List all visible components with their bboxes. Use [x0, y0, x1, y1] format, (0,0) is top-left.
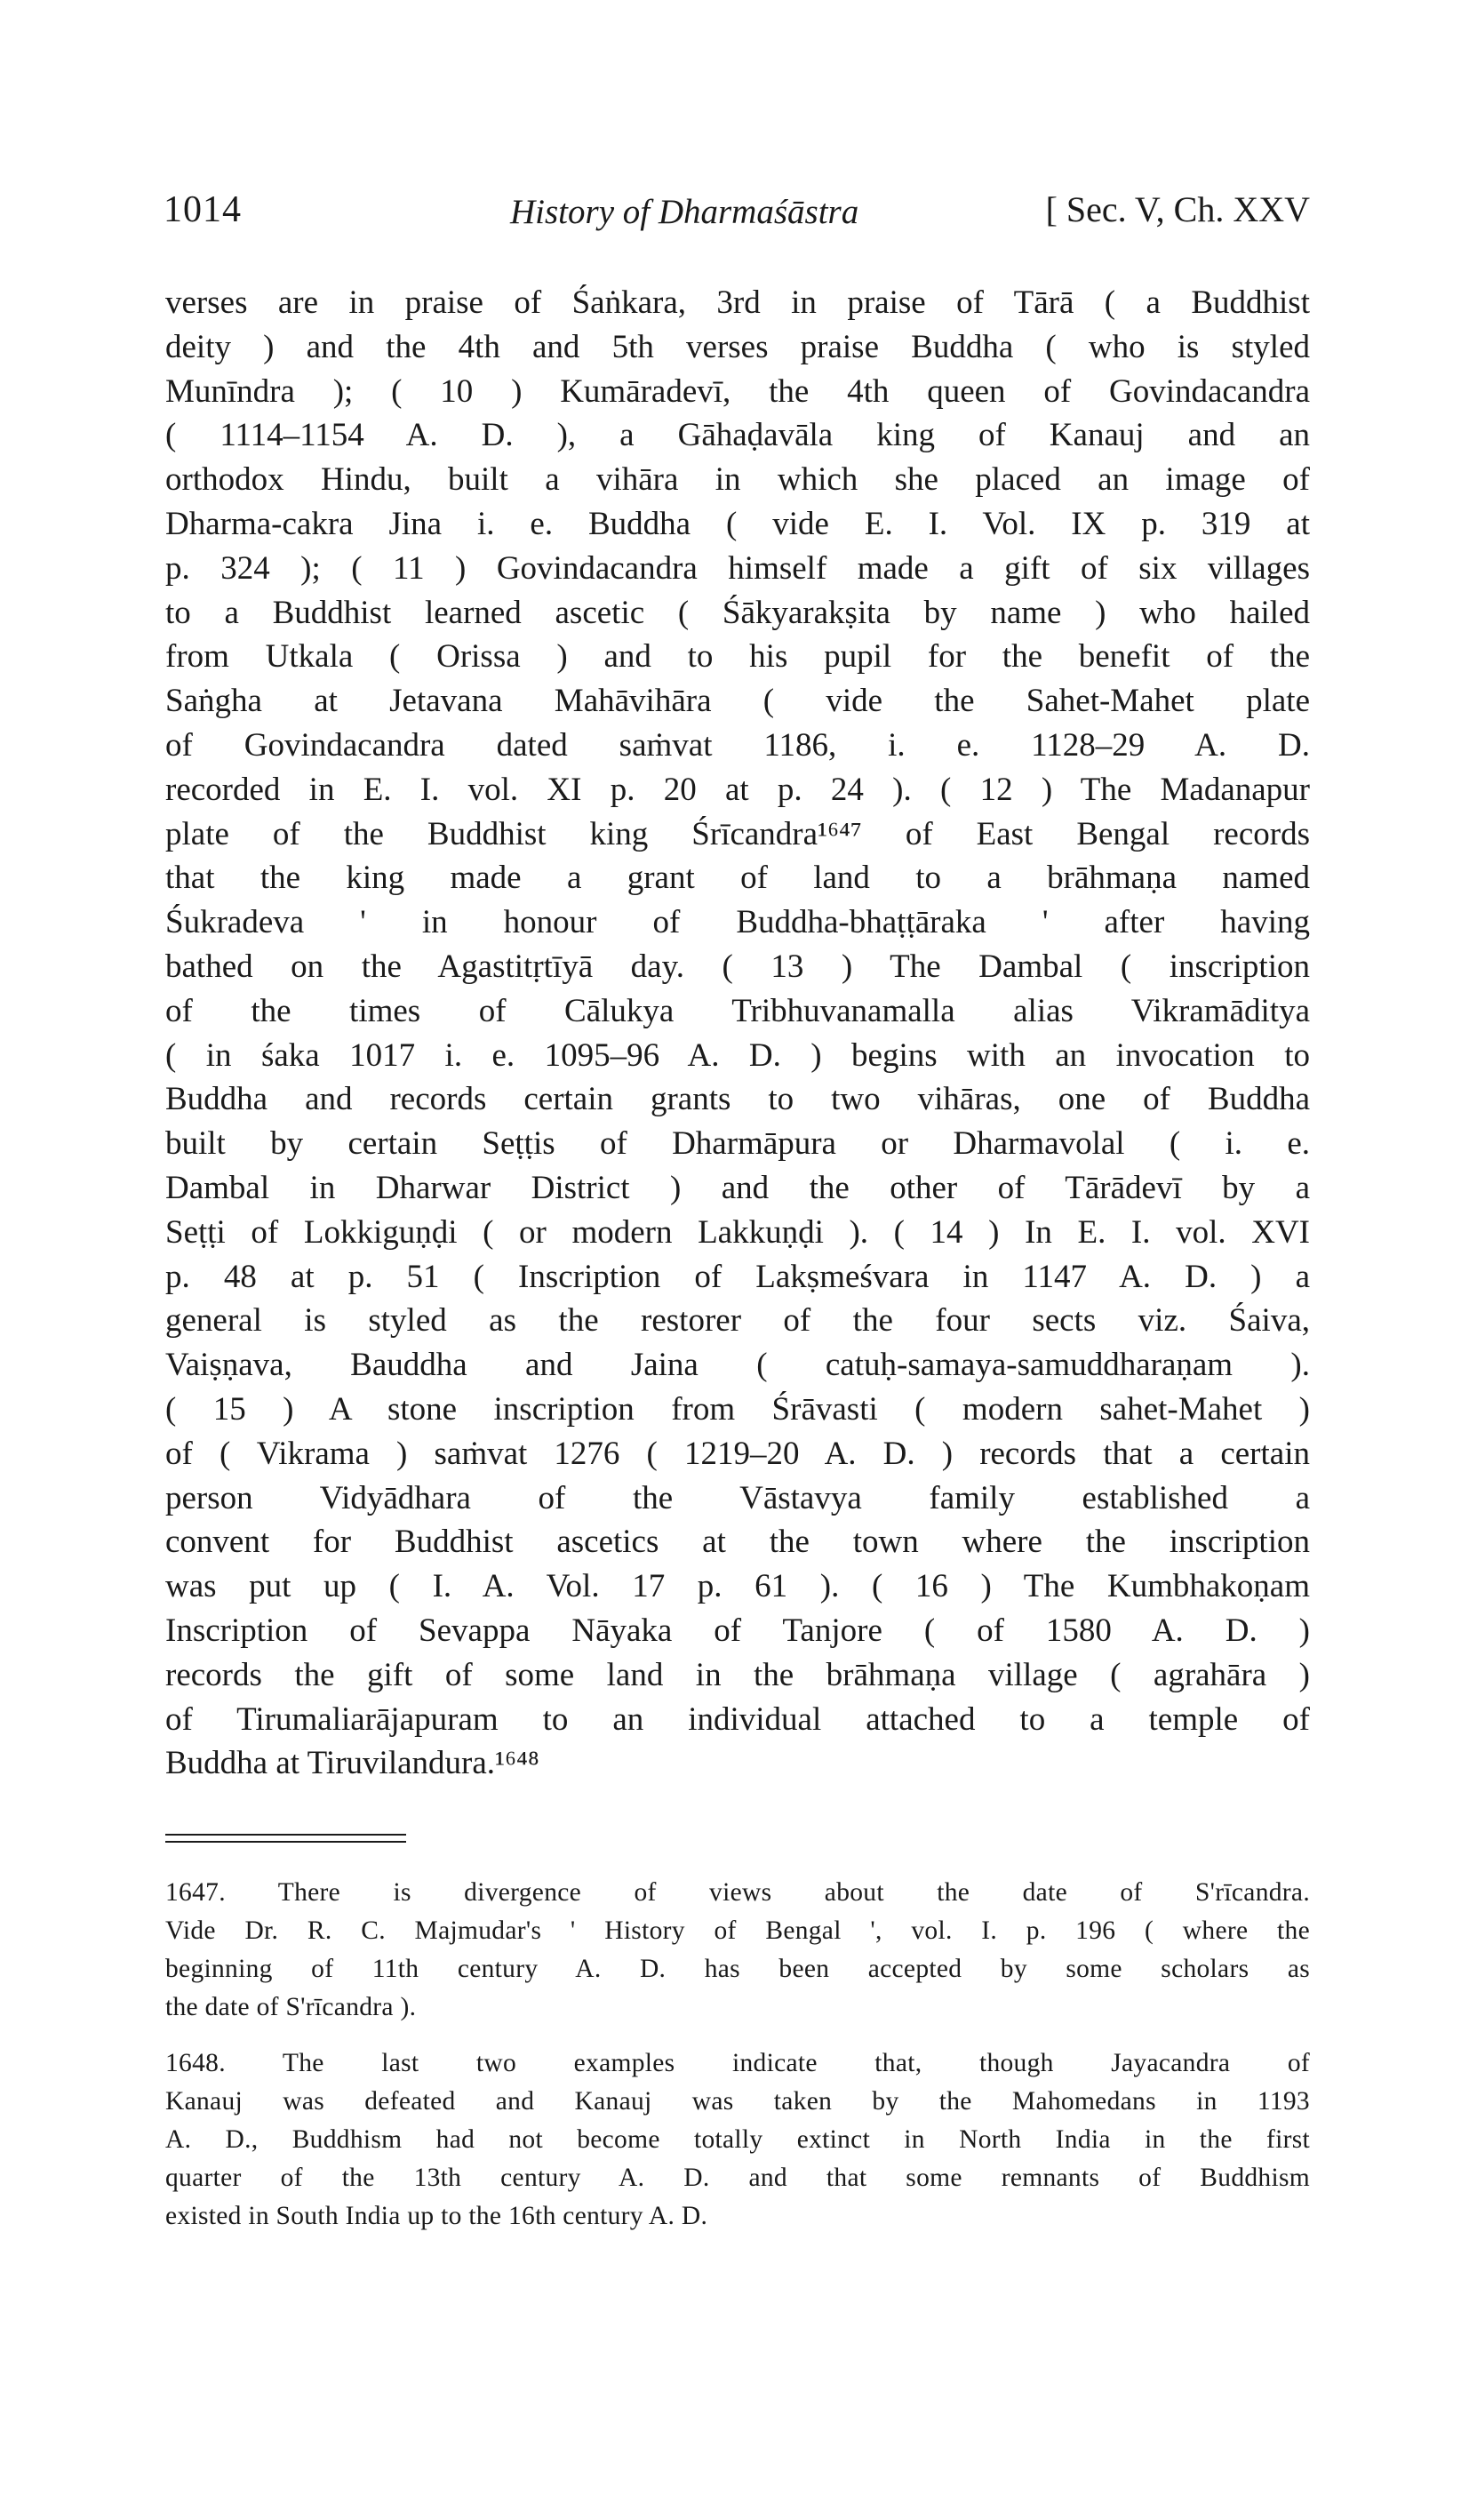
- text-line: Munīndra ); ( 10 ) Kumāradevī, the 4th queen of Govindacandra: [165, 372, 1310, 410]
- text-line: of Govindacandra dated saṁvat 1186, i. e. 1128–29 A. D.: [165, 726, 1310, 764]
- footnote-line: existed in South India up to the 16th century A. D.: [165, 2202, 708, 2230]
- text-line: orthodox Hindu, built a vihāra in which she placed an image of: [165, 461, 1310, 499]
- running-title: History of Dharmaśāstra: [510, 193, 859, 231]
- text-line: ( 1114–1154 A. D. ), a Gāhaḍavāla king of Kanauj and an: [165, 417, 1310, 454]
- text-line: Saṅgha at Jetavana Mahāvihāra ( vide the Sahet-Mahet plate: [165, 683, 1310, 720]
- text-line: that the king made a grant of land to a brāhmaṇa named: [165, 860, 1310, 897]
- footnotes: [165, 1874, 1310, 2236]
- footnote-line: the date of S'rīcandra ).: [165, 1993, 417, 2021]
- text-line: deity ) and the 4th and 5th verses praise Buddha ( who is styled: [165, 328, 1310, 365]
- text-line: Seṭṭi of Lokkiguṇḍi ( or modern Lakkuṇḍi ). ( 14 ) In E. I. vol. XVI: [165, 1213, 1310, 1251]
- text-line: of Tirumaliarājapuram to an individual attached to a temple of: [165, 1700, 1310, 1738]
- text-line: recorded in E. I. vol. XI p. 20 at p. 24 ). ( 12 ) The Madanapur: [165, 771, 1310, 808]
- text-line: person Vidyādhara of the Vāstavya family established a: [165, 1479, 1310, 1516]
- page-number: 1014: [164, 189, 242, 230]
- text-line: Vaiṣṇava, Bauddha and Jaina ( catuḥ-samaya-samuddharaṇam ).: [165, 1347, 1310, 1384]
- text-line: Dharma-cakra Jina i. e. Buddha ( vide E. I. Vol. IX p. 319 at: [165, 505, 1310, 542]
- text-line: bathed on the Agastitṛtīyā day. ( 13 ) The Dambal ( inscription: [165, 948, 1310, 985]
- footnote-line: Kanauj was defeated and Kanauj was taken by the Mahomedans in 1193: [165, 2087, 1310, 2116]
- text-line: convent for Buddhist ascetics at the town where the inscription: [165, 1524, 1310, 1561]
- text-line: plate of the Buddhist king Śrīcandra¹⁶⁴⁷ of East Bengal records: [165, 815, 1310, 852]
- footnote-spacer: [165, 2027, 1310, 2044]
- footnote-line: quarter of the 13th century A. D. and that some remnants of Buddhism: [165, 2164, 1310, 2192]
- text-line: of ( Vikrama ) saṁvat 1276 ( 1219–20 A. D. ) records that a certain: [165, 1435, 1310, 1472]
- text-line: Buddha and records certain grants to two vihāras, one of Buddha: [165, 1081, 1310, 1118]
- body-paragraph: [165, 281, 1310, 1786]
- text-line: p. 48 at p. 51 ( Inscription of Lakṣmeśvara in 1147 A. D. ) a: [165, 1258, 1310, 1295]
- footnote-line: 1648. The last two examples indicate that, though Jayacandra of: [165, 2049, 1310, 2077]
- text-line: records the gift of some land in the brāhmaṇa village ( agrahāra ): [165, 1656, 1310, 1693]
- running-header: [164, 188, 1310, 242]
- text-line: ( in śaka 1017 i. e. 1095–96 A. D. ) begins with an invocation to: [165, 1036, 1310, 1074]
- text-line: Dambal in Dharwar District ) and the other of Tārādevī by a: [165, 1169, 1310, 1206]
- text-line: to a Buddhist learned ascetic ( Śākyarakṣita by name ) who hailed: [165, 594, 1310, 631]
- text-line: general is styled as the restorer of the four sects viz. Śaiva,: [165, 1302, 1310, 1340]
- footnote-1647: [165, 1874, 1310, 2027]
- text-line: was put up ( I. A. Vol. 17 p. 61 ). ( 16 ) The Kumbhakoṇam: [165, 1568, 1310, 1605]
- footnote-line: Vide Dr. R. C. Majmudar's ' History of Bengal ', vol. I. p. 196 ( where the: [165, 1916, 1310, 1945]
- text-line: verses are in praise of Śaṅkara, 3rd in praise of Tārā ( a Buddhist: [165, 284, 1310, 321]
- text-line: of the times of Cālukya Tribhuvanamalla alias Vikramāditya: [165, 992, 1310, 1029]
- text-line: Buddha at Tiruvilandura.¹⁶⁴⁸: [165, 1745, 539, 1782]
- text-line: from Utkala ( Orissa ) and to his pupil for the benefit of the: [165, 638, 1310, 676]
- text-line: Inscription of Sevappa Nāyaka of Tanjore ( of 1580 A. D. ): [165, 1612, 1310, 1649]
- text-line: ( 15 ) A stone inscription from Śrāvasti ( modern sahet-Mahet ): [165, 1390, 1310, 1428]
- text-line: Śukradeva ' in honour of Buddha-bhaṭṭāraka ' after having: [165, 904, 1310, 941]
- text-line: built by certain Seṭṭis of Dharmāpura or Dharmavolal ( i. e.: [165, 1125, 1310, 1163]
- footnote-line: 1647. There is divergence of views about the date of S'rīcandra.: [165, 1878, 1310, 1907]
- footnote-1648: [165, 2044, 1310, 2236]
- section-reference: [ Sec. V, Ch. XXV: [1045, 189, 1310, 229]
- text-line: p. 324 ); ( 11 ) Govindacandra himself made a gift of six villages: [165, 549, 1310, 587]
- footnote-line: A. D., Buddhism had not become totally extinct in North India in the first: [165, 2125, 1310, 2154]
- footnote-divider: [165, 1834, 406, 1843]
- footnote-line: beginning of 11th century A. D. has been accepted by some scholars as: [165, 1955, 1310, 1983]
